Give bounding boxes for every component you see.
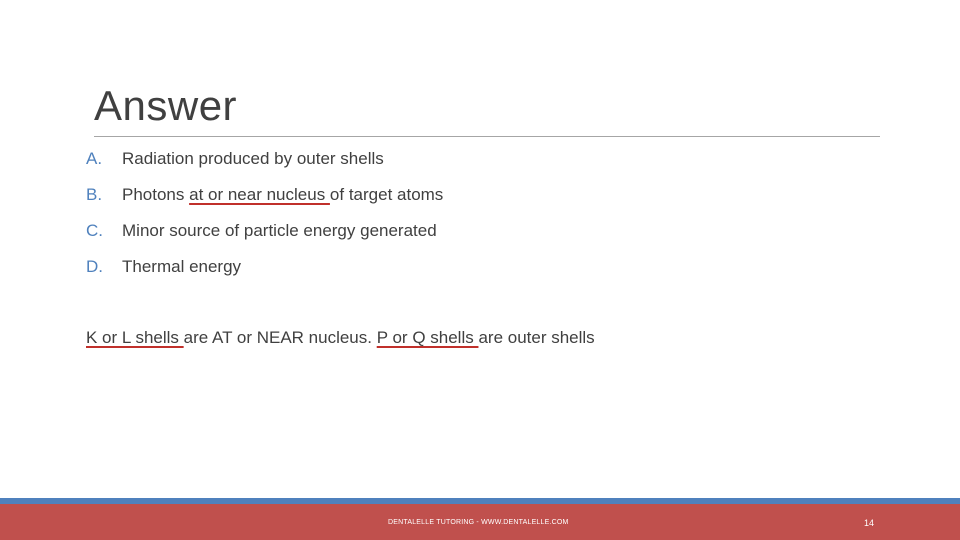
note-k-l-shells: K or L shells: [86, 328, 184, 347]
note-p-q-shells: P or Q shells: [376, 328, 479, 347]
option-letter: D.: [86, 257, 103, 276]
option-c: [86, 219, 443, 255]
option-text: Radiation produced by outer shells: [122, 149, 384, 168]
option-letter: C.: [86, 221, 103, 240]
option-letter: B.: [86, 185, 103, 204]
option-text: Photons: [122, 185, 190, 204]
option-text: Thermal energy: [122, 257, 242, 276]
note-text: are AT or NEAR nucleus.: [183, 328, 377, 347]
option-d: [86, 255, 443, 291]
page-number: 14: [864, 518, 875, 528]
answer-options: [86, 147, 443, 291]
option-text: of target atoms: [329, 185, 444, 204]
option-a: [86, 147, 443, 183]
footer-text: DENTALELLE TUTORING - WWW.DENTALELLE.COM: [388, 519, 569, 526]
option-letter: A.: [86, 149, 103, 168]
explanation-note: [86, 328, 595, 348]
title-divider: [94, 136, 880, 137]
note-text: are outer shells: [478, 328, 595, 347]
option-text-underlined: at or near nucleus: [189, 185, 330, 204]
option-text: Minor source of particle energy generated: [122, 221, 437, 240]
slide-title: Answer: [94, 82, 238, 129]
option-b: [86, 183, 443, 219]
